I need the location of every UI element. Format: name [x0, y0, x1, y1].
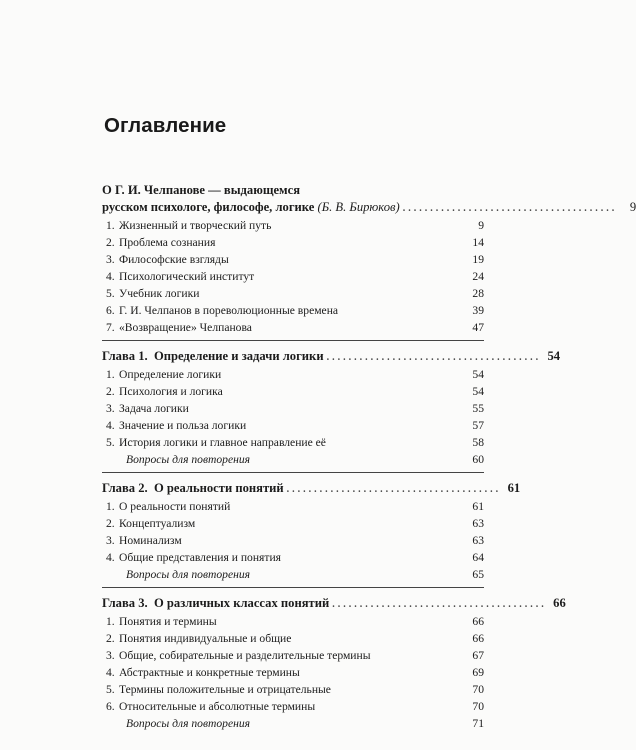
item-text: [106, 498, 230, 515]
item-text: [106, 366, 221, 383]
toc-item[interactable]: [102, 498, 484, 515]
toc-item[interactable]: [102, 234, 484, 251]
item-label: Понятия индивидуальные и общие: [119, 632, 292, 645]
page-number: 71: [472, 717, 484, 730]
item-number: 6.: [106, 700, 115, 713]
item-text: [106, 319, 252, 336]
dot-leader: .......................................: [332, 599, 547, 610]
chapter-title: Глава 3. О различных классах понятий: [102, 596, 330, 610]
item-number: 2.: [106, 385, 115, 398]
page-number: 47: [472, 321, 484, 334]
item-text: [106, 217, 271, 234]
item-label: Концептуализм: [119, 517, 196, 530]
page-number: 14: [472, 236, 484, 249]
item-text: [106, 647, 371, 664]
item-label: Значение и польза логики: [119, 419, 247, 432]
chapter-title: Глава 2. О реальности понятий: [102, 481, 284, 495]
item-label: Определение логики: [119, 368, 222, 381]
item-text: [106, 681, 331, 698]
item-label: Психологический институт: [119, 270, 255, 283]
toc-item[interactable]: [102, 664, 484, 681]
item-text: [106, 234, 215, 251]
chapter-page: 54: [547, 349, 561, 363]
item-number: 2.: [106, 632, 115, 645]
chapter-heading[interactable]: [102, 479, 521, 498]
item-label: Вопросы для повторения: [126, 568, 251, 581]
item-label: Вопросы для повторения: [126, 717, 251, 730]
page-number: 9: [478, 219, 484, 232]
item-number: 5.: [106, 287, 115, 300]
chapter-heading[interactable]: [102, 594, 566, 613]
toc-item[interactable]: [102, 515, 484, 532]
toc-item[interactable]: [102, 268, 484, 285]
toc-item[interactable]: [102, 400, 484, 417]
item-text: [106, 549, 281, 566]
item-text: [106, 285, 199, 302]
item-number: 4.: [106, 551, 115, 564]
item-number: 2.: [106, 517, 115, 530]
toc-item[interactable]: [102, 681, 484, 698]
item-label: Психология и логика: [119, 385, 223, 398]
toc-item[interactable]: [102, 549, 484, 566]
item-label: Термины положительные и отрицательные: [119, 683, 331, 696]
page-number: 65: [472, 568, 484, 581]
item-number: 2.: [106, 236, 115, 249]
toc-item[interactable]: [102, 302, 484, 319]
item-number: 1.: [106, 615, 115, 628]
table-of-contents: [102, 182, 636, 742]
page-number: 19: [472, 253, 484, 266]
page-number: 54: [472, 385, 484, 398]
item-label: Философские взгляды: [119, 253, 229, 266]
chapter-title: Глава 1. Определение и задачи логики: [102, 349, 324, 363]
page-number: 58: [472, 436, 484, 449]
chapter-section: [102, 347, 561, 473]
intro-heading-row[interactable]: [102, 198, 636, 217]
page-number: 70: [472, 700, 484, 713]
item-number: 3.: [106, 402, 115, 415]
page-number: 66: [472, 615, 484, 628]
page-number: 55: [472, 402, 484, 415]
item-number: 1.: [106, 368, 115, 381]
page-number: 67: [472, 649, 484, 662]
item-text: [106, 532, 182, 549]
item-number: 4.: [106, 270, 115, 283]
toc-item[interactable]: [102, 630, 484, 647]
intro-section: [102, 182, 636, 341]
dot-leader: .......................................: [402, 203, 618, 214]
item-label: Учебник логики: [119, 287, 200, 300]
toc-item[interactable]: [102, 366, 484, 383]
item-label: Абстрактные и конкретные термины: [119, 666, 300, 679]
page-number: 64: [472, 551, 484, 564]
item-text: [106, 515, 195, 532]
chapter-section: [102, 479, 521, 588]
intro-heading-line2: русском психологе, философе, логике: [102, 200, 315, 214]
page-number: 63: [472, 517, 484, 530]
item-number: 3.: [106, 649, 115, 662]
item-label: Проблема сознания: [119, 236, 216, 249]
page-number: 24: [472, 270, 484, 283]
page-number: 39: [472, 304, 484, 317]
item-number: 3.: [106, 253, 115, 266]
toc-item[interactable]: [102, 647, 484, 664]
toc-item[interactable]: [102, 217, 484, 234]
item-label: Относительные и абсолютные термины: [119, 700, 316, 713]
item-label: Задача логики: [119, 402, 189, 415]
chapter-heading[interactable]: [102, 347, 561, 366]
item-number: 3.: [106, 534, 115, 547]
item-label: Понятия и термины: [119, 615, 217, 628]
intro-heading-text: [102, 198, 400, 217]
item-text: [106, 664, 300, 681]
dot-leader: .......................................: [286, 484, 502, 495]
item-label: О реальности понятий: [119, 500, 231, 513]
toc-item[interactable]: [102, 698, 484, 715]
page-number: 61: [472, 500, 484, 513]
item-label: Номинализм: [119, 534, 182, 547]
item-label: Общие представления и понятия: [119, 551, 281, 564]
dot-leader: .......................................: [326, 352, 542, 363]
item-label: История логики и главное направление её: [119, 436, 326, 449]
review-questions[interactable]: [102, 451, 484, 468]
page-number: 63: [472, 534, 484, 547]
item-number: 1.: [106, 500, 115, 513]
toc-item[interactable]: [102, 383, 484, 400]
item-number: 1.: [106, 219, 115, 232]
item-label: Общие, собирательные и разделительные термины: [119, 649, 371, 662]
page-number: 57: [472, 419, 484, 432]
item-number: 6.: [106, 304, 115, 317]
toc-item[interactable]: [102, 434, 484, 451]
item-text: [106, 400, 189, 417]
review-questions[interactable]: [102, 715, 484, 732]
item-label: «Возвращение» Челпанова: [119, 321, 252, 334]
item-text: [106, 417, 246, 434]
toc-item[interactable]: [102, 251, 484, 268]
intro-author: (Б. В. Бирюков): [317, 200, 400, 214]
page-title: Оглавление: [104, 114, 227, 137]
item-text: [106, 268, 254, 285]
item-label: Вопросы для повторения: [126, 453, 251, 466]
toc-item[interactable]: [102, 285, 484, 302]
item-text: [106, 383, 223, 400]
toc-item[interactable]: [102, 319, 484, 336]
chapter-page: 66: [553, 596, 566, 610]
item-number: 5.: [106, 436, 115, 449]
item-number: 7.: [106, 321, 115, 334]
page-number: 66: [472, 632, 484, 645]
intro-page: 9: [629, 200, 636, 214]
item-label: Г. И. Челпанов в пореволюционные времена: [119, 304, 339, 317]
page-number: 69: [472, 666, 484, 679]
item-number: 4.: [106, 419, 115, 432]
item-text: [106, 630, 291, 647]
page-number: 60: [472, 453, 484, 466]
intro-heading-line1[interactable]: О Г. И. Челпанове — выдающемся: [102, 183, 301, 197]
item-text: [106, 251, 229, 268]
page-number: 70: [472, 683, 484, 696]
item-number: 4.: [106, 666, 115, 679]
toc-item[interactable]: [102, 613, 484, 630]
page-number: 28: [472, 287, 484, 300]
item-label: Жизненный и творческий путь: [119, 219, 272, 232]
item-number: 5.: [106, 683, 115, 696]
item-text: [106, 434, 326, 451]
item-text: [106, 698, 315, 715]
chapter-section: [102, 594, 566, 736]
toc-item[interactable]: [102, 417, 484, 434]
review-questions[interactable]: [102, 566, 484, 583]
toc-item[interactable]: [102, 532, 484, 549]
item-text: [106, 302, 338, 319]
page-number: 54: [472, 368, 484, 381]
chapter-page: 61: [507, 481, 521, 495]
item-text: [106, 613, 217, 630]
